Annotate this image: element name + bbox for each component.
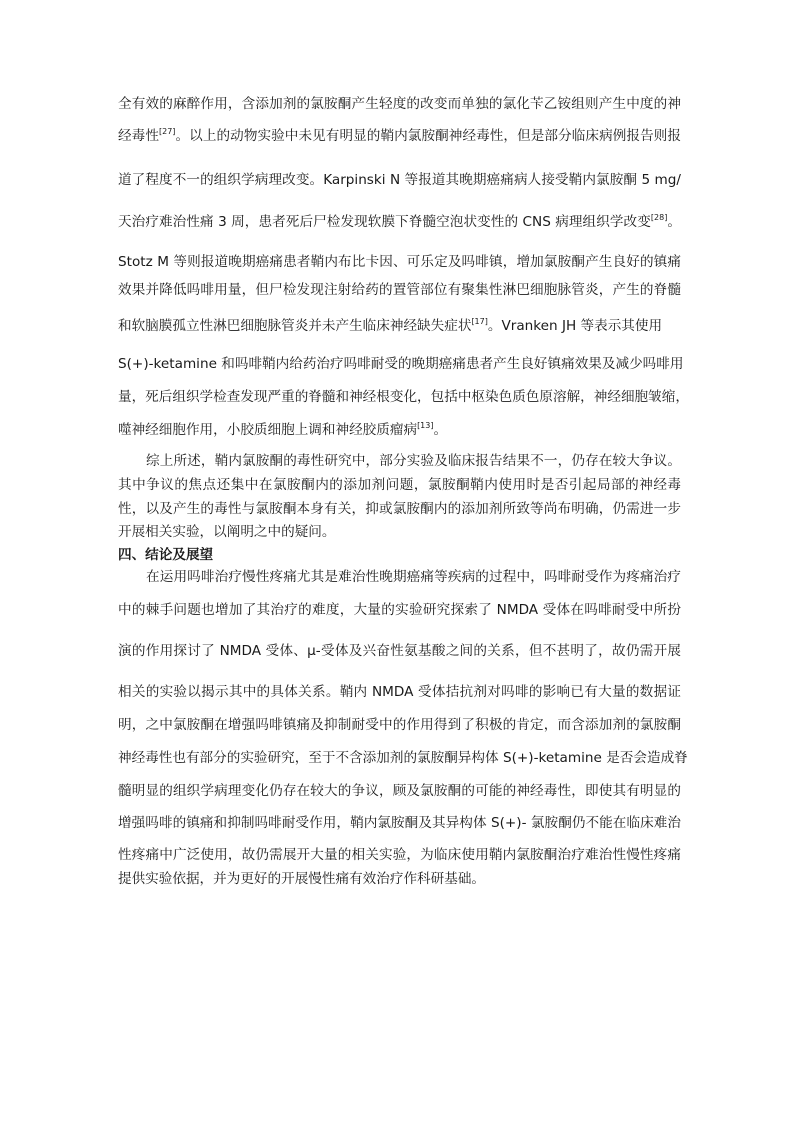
line-text-continued: 。Vranken JH 等表示其使用	[487, 318, 663, 334]
text-line	[118, 452, 681, 470]
line-text: 开展相关实验，以阐明之中的疑问。	[118, 524, 336, 540]
text-line	[118, 601, 681, 619]
text-line	[118, 683, 681, 701]
text-line	[118, 317, 681, 335]
line-text: S(+)-ketamine 和吗啡鞘内给药治疗吗啡耐受的晚期癌痛患者产生良好镇痛效果及减少吗啡用	[118, 356, 684, 372]
line-text-continued: 。	[667, 214, 681, 230]
citation-ref[interactable]: [28]	[650, 213, 668, 222]
line-text-continued: 。以上的动物实验中未见有明显的鞘内氯胺酮神经毒性，但是部分临床病例报告则报	[175, 128, 682, 144]
text-line	[118, 476, 681, 494]
text-line	[118, 523, 681, 541]
text-line	[118, 213, 681, 231]
text-line	[118, 870, 681, 888]
text-line	[118, 568, 681, 586]
text-line	[118, 388, 689, 406]
text-line	[118, 171, 681, 189]
citation-ref[interactable]: [27]	[159, 127, 176, 136]
section-heading	[118, 546, 681, 564]
line-text: 效果并降低吗啡用量，但尸检发现注射给药的置管部位有聚集性淋巴细胞脉管炎，产生的脊髓	[118, 282, 681, 298]
line-text: 中的棘手问题也增加了其治疗的难度，大量的实验研究探索了 NMDA 受体在吗啡耐受中所扮	[118, 602, 681, 618]
line-text: 相关的实验以揭示其中的具体关系。鞘内 NMDA 受体拮抗剂对吗啡的影响已有大量的数据证	[118, 684, 681, 700]
line-text: 演的作用探讨了 NMDA 受体、μ-受体及兴奋性氨基酸之间的关系，但不甚明了，故仍需开展	[118, 643, 681, 659]
text-line	[118, 500, 681, 518]
line-text: Stotz M 等则报道晚期癌痛患者鞘内布比卡因、可乐定及吗啡镇，增加氯胺酮产生良好的镇痛	[118, 254, 681, 270]
line-text: 道了程度不一的组织学病理改变。Karpinski N 等报道其晚期癌痛病人接受鞘内氯胺酮 5 mg/	[118, 172, 681, 188]
line-text: 性，以及产生的毒性与氯胺酮本身有关，抑或氯胺酮内的添加剂所致等尚布明确，仍需进一步	[118, 501, 681, 517]
text-line	[118, 95, 681, 113]
text-line	[118, 355, 684, 373]
line-text: 性疼痛中广泛使用，故仍需展开大量的相关实验，为临床使用鞘内氯胺酮治疗难治性慢性疼痛	[118, 847, 681, 863]
line-text: 髓明显的组织学病理变化仍存在较大的争议，顾及氯胺酮的可能的神经毒性，即使其有明显的	[118, 783, 681, 799]
text-line	[118, 814, 681, 832]
text-line	[118, 281, 681, 299]
line-text: 量，死后组织学检查发现严重的脊髓和神经根变化，包括中枢染色质色原溶解，神经细胞皱缩，	[118, 389, 689, 405]
line-text: 神经毒性也有部分的实验研究，至于不含添加剂的氯胺酮异构体 S(+)-ketamine 是否会造成脊	[118, 750, 688, 766]
text-line	[118, 127, 681, 145]
line-text: 四、结论及展望	[118, 547, 214, 563]
line-text: 其中争议的焦点还集中在氯胺酮内的添加剂问题，氯胺酮鞘内使用时是否引起局部的神经毒	[118, 477, 681, 493]
citation-ref[interactable]: [13]	[417, 421, 434, 430]
text-line	[118, 253, 681, 271]
line-text: 天治疗难治性痛 3 周，患者死后尸检发现软膜下脊髓空泡状变性的 CNS 病理组织学改变	[118, 214, 651, 230]
line-text: 噬神经细胞作用，小胶质细胞上调和神经胶质瘤病	[118, 422, 418, 438]
text-line	[118, 421, 681, 439]
line-text: 明，之中氯胺酮在增强吗啡镇痛及抑制耐受中的作用得到了积极的肯定，而含添加剂的氯胺酮	[118, 717, 681, 733]
text-line	[118, 782, 681, 800]
text-line	[118, 716, 681, 734]
line-text-continued: 。	[433, 422, 448, 438]
line-text: 综上所述，鞘内氯胺酮的毒性研究中，部分实验及临床报告结果不一，仍存在较大争议。	[146, 453, 681, 469]
text-line	[118, 846, 681, 864]
citation-ref[interactable]: [17]	[471, 317, 488, 326]
line-text: 增强吗啡的镇痛和抑制吗啡耐受作用，鞘内氯胺酮及其异构体 S(+)- 氯胺酮仍不能在临床难治	[118, 815, 681, 831]
text-line	[118, 642, 681, 660]
line-text: 全有效的麻醉作用，含添加剂的氯胺酮产生轻度的改变而单独的氯化苄乙铵组则产生中度的神	[118, 96, 681, 112]
text-line	[118, 749, 688, 767]
line-text: 经毒性	[118, 128, 159, 144]
line-text: 提供实验依据，并为更好的开展慢性痛有效治疗作科研基础。	[118, 871, 486, 887]
line-text: 在运用吗啡治疗慢性疼痛尤其是难治性晚期癌痛等疾病的过程中，吗啡耐受作为疼痛治疗	[146, 569, 681, 585]
line-text: 和软脑膜孤立性淋巴细胞脉管炎并未产生临床神经缺失症状	[118, 318, 472, 334]
